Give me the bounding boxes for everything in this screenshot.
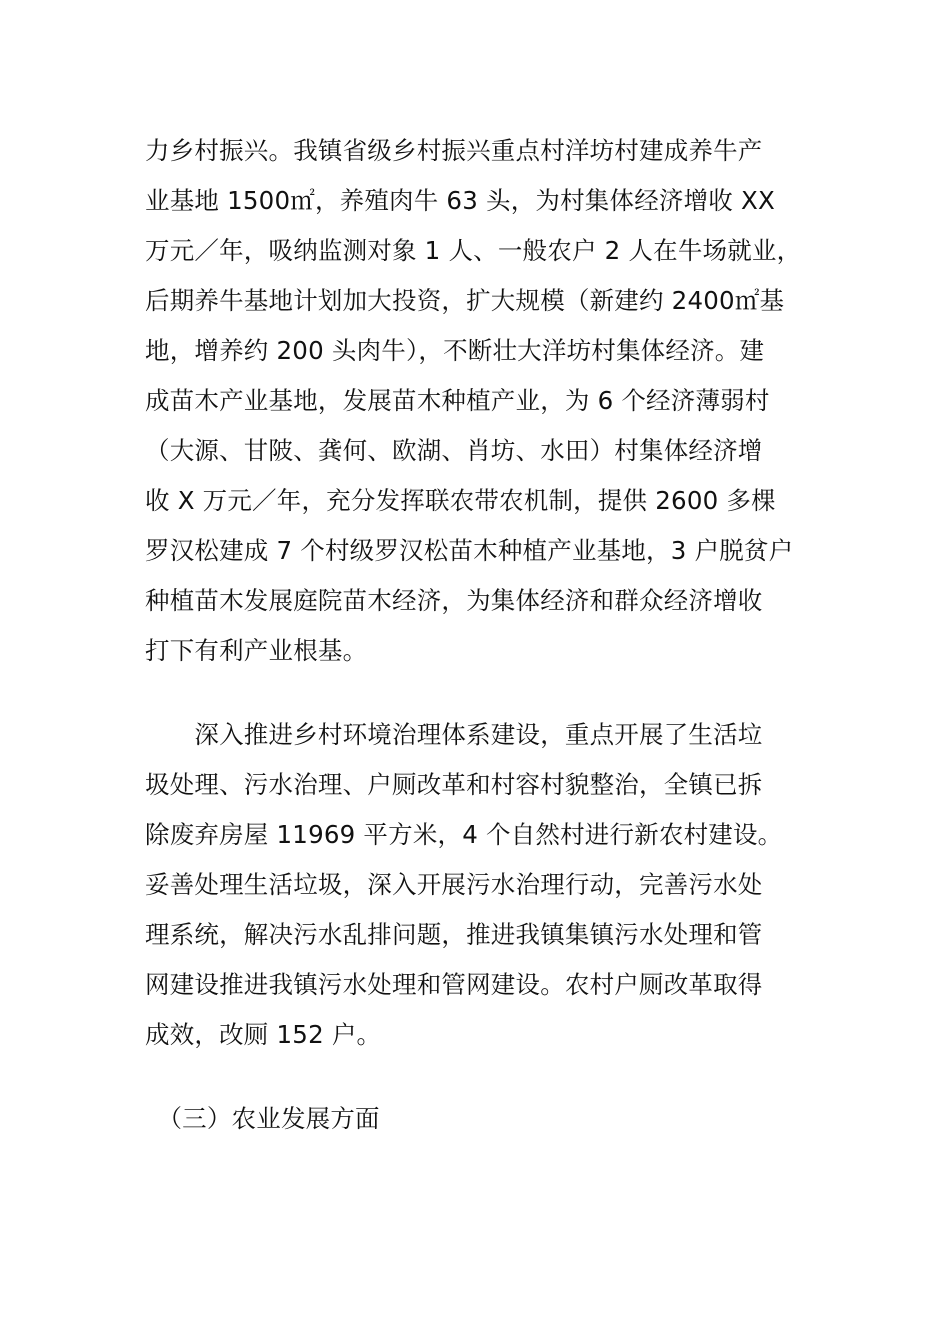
- paragraph-line: 成苗木产业基地，发展苗木种植产业，为 6 个经济薄弱村: [145, 386, 770, 415]
- paragraph-line: 理系统，解决污水乱排问题，推进我镇集镇污水处理和管: [145, 920, 763, 949]
- paragraph-line: 打下有利产业根基。: [145, 636, 368, 665]
- paragraph-line: 后期养牛基地计划加大投资，扩大规模（新建约 2400㎡基: [145, 286, 785, 315]
- paragraph-line: 万元／年，吸纳监测对象 1 人、一般农户 2 人在牛场就业，: [145, 236, 802, 265]
- paragraph-line: 业基地 1500㎡，养殖肉牛 63 头，为村集体经济增收 XX: [145, 186, 775, 215]
- paragraph-line: 深入推进乡村环境治理体系建设，重点开展了生活垃: [145, 720, 763, 749]
- paragraph-line: 圾处理、污水治理、户厕改革和村容村貌整治，全镇已拆: [145, 770, 763, 799]
- paragraph-line: 网建设推进我镇污水处理和管网建设。农村户厕改革取得: [145, 970, 763, 999]
- paragraph-environment-governance: [145, 710, 815, 1060]
- paragraph-line: （大源、甘陂、龚何、欧湖、肖坊、水田）村集体经济增: [145, 436, 763, 465]
- paragraph-line: 除废弃房屋 11969 平方米，4 个自然村进行新农村建设。: [145, 820, 783, 849]
- section-heading-text: （三）农业发展方面: [145, 1104, 380, 1133]
- paragraph-line: 罗汉松建成 7 个村级罗汉松苗木种植产业基地，3 户脱贫户: [145, 536, 794, 565]
- paragraph-rural-industry: [145, 126, 815, 676]
- paragraph-line: 力乡村振兴。我镇省级乡村振兴重点村洋坊村建成养牛产: [145, 136, 763, 165]
- section-heading: [145, 1094, 815, 1144]
- paragraph-line: 地，增养约 200 头肉牛），不断壮大洋坊村集体经济。建: [145, 336, 765, 365]
- paragraph-line: 妥善处理生活垃圾，深入开展污水治理行动，完善污水处: [145, 870, 763, 899]
- paragraph-line: 收 X 万元／年，充分发挥联农带农机制，提供 2600 多棵: [145, 486, 776, 515]
- paragraph-line: 成效，改厕 152 户。: [145, 1020, 382, 1049]
- paragraph-line: 种植苗木发展庭院苗木经济，为集体经济和群众经济增收: [145, 586, 763, 615]
